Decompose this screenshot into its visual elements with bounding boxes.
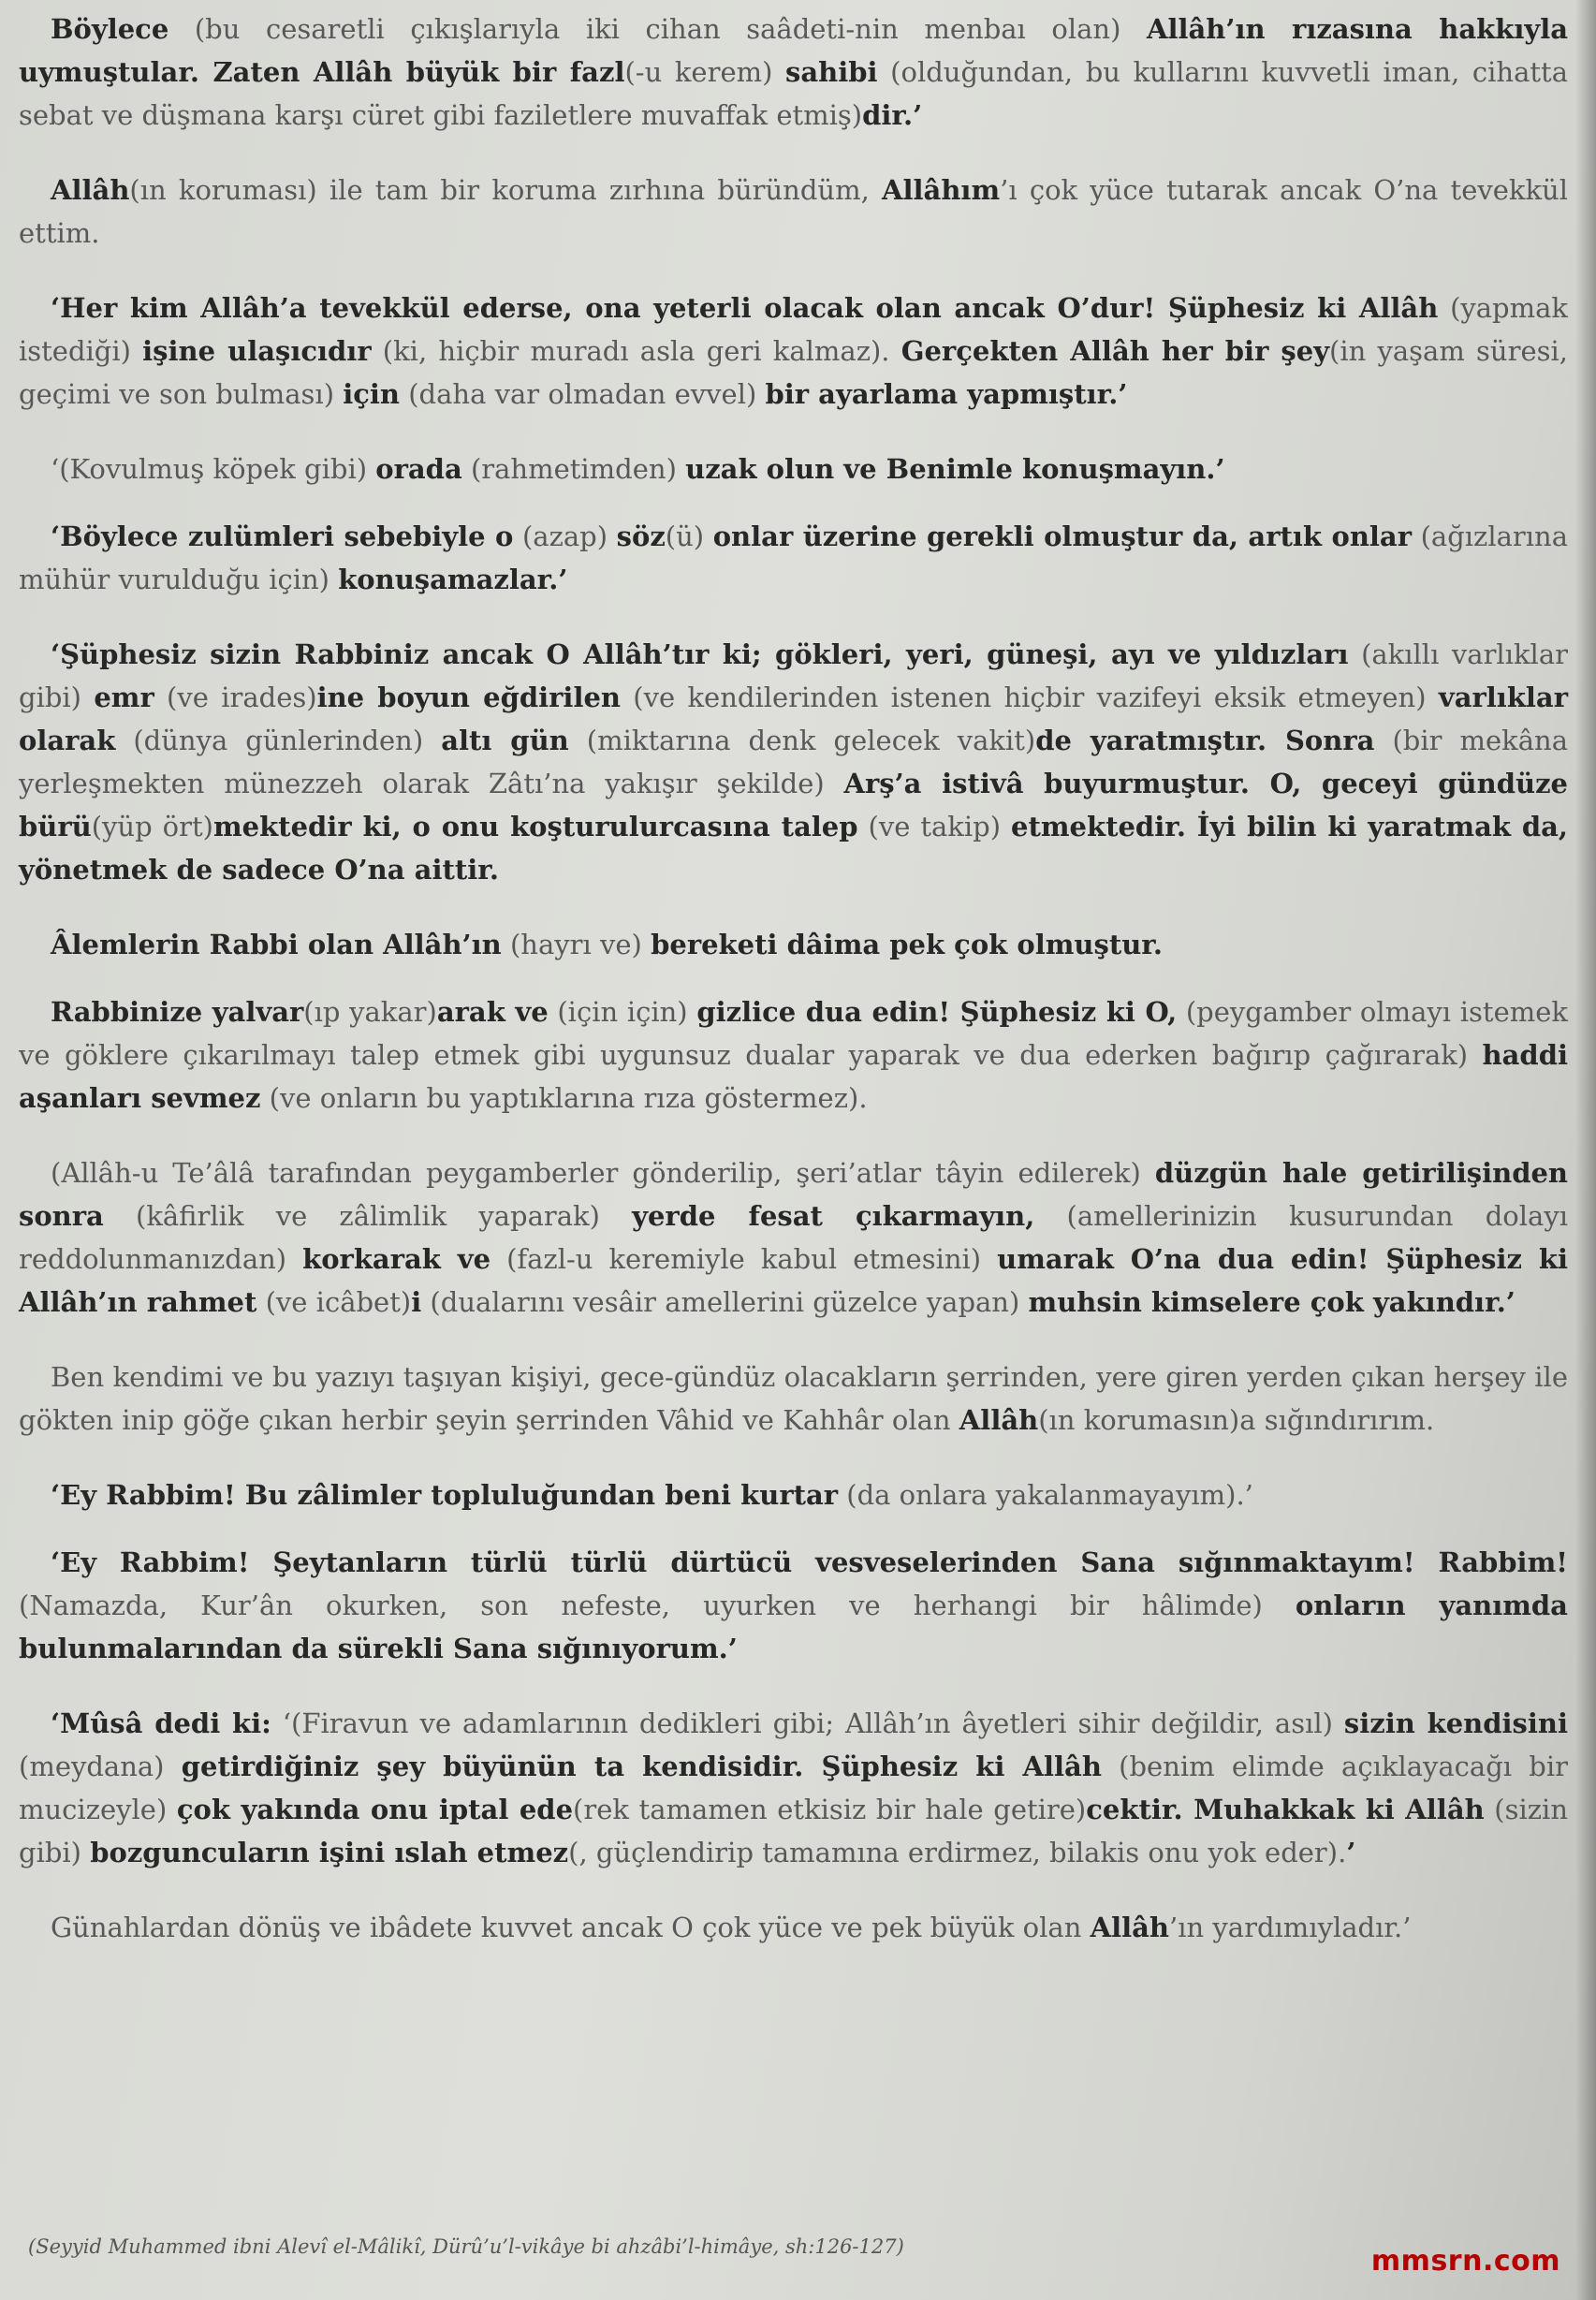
- bold-text-run: cektir. Muhakkak ki Allâh: [1086, 1794, 1485, 1825]
- source-citation: (Seyyid Muhammed ibni Alevî el-Mâlikî, Dürû’u’l-vikâye bi ahzâbi’l-himâye, sh:126-127): [28, 2235, 904, 2258]
- text-run: ’ı çok yüce tutarak ancak O’na tevekkül ettim.: [19, 174, 1568, 249]
- paragraph: [19, 923, 1568, 966]
- paragraph: [19, 633, 1568, 891]
- bold-text-run: mektedir ki, o onu koşturulurcasına talep: [212, 811, 858, 842]
- bold-text-run: gizlice dua edin! Şüphesiz ki O,: [696, 996, 1178, 1028]
- bold-text-run: bozguncuların işini ıslah etmez: [90, 1837, 569, 1868]
- text-run: (fazl-u keremiyle kabul etmesini): [491, 1243, 998, 1275]
- bold-text-run: ine boyun eğdirilen: [316, 681, 621, 713]
- bold-text-run: etmektedir. İyi bilin ki yaratmak da, yönetmek de sadece O’na aittir.: [19, 811, 1569, 886]
- bold-text-run: işine ulaşıcıdır: [142, 335, 372, 367]
- bold-text-run: dir.’: [862, 99, 923, 131]
- bold-text-run: sahibi: [785, 56, 878, 88]
- bold-text-run: onlar üzerine gerekli olmuştur da, artık onlar: [712, 520, 1413, 552]
- paragraph: [19, 447, 1568, 491]
- text-run: (ve kendilerinden istenen hiçbir vazifeyi eksik etmeyen): [621, 681, 1439, 713]
- paragraph: [19, 1473, 1568, 1516]
- text-run: (bu cesaretli çıkışlarıyla iki cihan saâdeti-nin menbaı olan): [168, 13, 1147, 45]
- text-run: (ın korumasın)a sığındırırım.: [1038, 1404, 1435, 1436]
- paragraph: [19, 1355, 1568, 1442]
- text-run: (rahmetimden): [461, 453, 686, 485]
- text-run: (miktarına denk gelecek vakit): [568, 725, 1036, 756]
- bold-text-run: muhsin kimselere çok yakındır.’: [1028, 1286, 1515, 1318]
- text-run: (meydana): [19, 1751, 182, 1782]
- text-run: (akıllı varlıklar gibi): [19, 638, 1568, 713]
- text-run: (ki, hiçbir muradı asla geri kalmaz).: [371, 335, 901, 367]
- text-run: (sizin gibi): [19, 1794, 1569, 1868]
- text-run: (kâfirlik ve zâlimlik yaparak): [103, 1200, 633, 1232]
- bold-text-run: getirdiğiniz şey büyünün ta kendisidir. Şüphesiz ki Allâh: [181, 1751, 1102, 1782]
- bold-text-run: Rabbinize yalvar: [51, 996, 304, 1028]
- bold-text-run: arak ve: [436, 996, 549, 1028]
- text-run: (ve onların bu yaptıklarına rıza göstermez).: [260, 1082, 868, 1114]
- paragraph: [19, 1151, 1568, 1324]
- text-run: (ve irades): [154, 681, 317, 713]
- bold-text-run: söz: [616, 520, 666, 552]
- text-run: (Allâh-u Te’âlâ tarafından peygamberler gönderilip, şeri’atlar tâyin edilerek): [51, 1157, 1155, 1189]
- text-run: (dualarını vesâir amellerini güzelce yapan): [421, 1286, 1029, 1318]
- bold-text-run: uzak olun ve Benimle konuşmayın.’: [685, 453, 1225, 485]
- bold-text-run: umarak O’na dua edin! Şüphesiz ki Allâh’ın rahmet: [19, 1243, 1568, 1318]
- bold-text-run: ‘Böylece zulümleri sebebiyle o: [51, 520, 514, 552]
- bold-text-run: yerde fesat çıkarmayın,: [632, 1200, 1035, 1232]
- text-run: (in yaşam süresi, geçimi ve son bulması): [19, 335, 1568, 410]
- text-run: (ve icâbet): [256, 1286, 412, 1318]
- watermark: mmsrn.com: [1370, 2245, 1560, 2278]
- text-run: (hayrı ve): [501, 929, 652, 960]
- text-run: (azap): [513, 520, 617, 552]
- text-run: (yüp ört): [91, 811, 213, 842]
- bold-text-run: onların yanımda bulunmalarından da sürekli Sana sığınıyorum.’: [19, 1589, 1568, 1664]
- prayer-text: [19, 7, 1568, 1973]
- text-run: (bir mekâna yerleşmekten münezzeh olarak Zâtı’na yakışır şekilde): [19, 725, 1568, 799]
- text-run: (da onlara yakalanmayayım).’: [838, 1479, 1253, 1511]
- bold-text-run: konuşamazlar.’: [338, 564, 568, 595]
- text-run: (-u kerem): [624, 56, 786, 88]
- bold-text-run: sizin kendisini: [1343, 1707, 1568, 1739]
- text-run: Ben kendimi ve bu yazıyı taşıyan kişiyi, gece-gündüz olacakların şerrinden, yere giren yerden çıkan herşey ile gökten inip göğe çıkan herbir şeyin şerrinden Vâhid ve Kahhâr olan: [19, 1361, 1568, 1436]
- bold-text-run: ‘Mûsâ dedi ki:: [51, 1707, 271, 1739]
- text-run: (benim elimde açıklayacağı bir mucizeyle): [19, 1751, 1568, 1825]
- bold-text-run: ‘Her kim Allâh’a tevekkül ederse, ona yeterli olacak olan ancak O’dur! Şüphesiz ki Allâh: [51, 292, 1439, 324]
- bold-text-run: Arş’a istivâ buyurmuştur. O, geceyi gündüze bürü: [19, 768, 1568, 842]
- bold-text-run: çok yakında onu iptal ede: [176, 1794, 574, 1825]
- page-edge-shadow: [1575, 0, 1596, 2300]
- paragraph: [19, 7, 1568, 137]
- bold-text-run: Gerçekten Allâh her bir şey: [900, 335, 1330, 367]
- bold-text-run: de yaratmıştır. Sonra: [1035, 725, 1375, 756]
- bold-text-run: ‘Şüphesiz sizin Rabbiniz ancak O Allâh’tır ki; gökleri, yeri, güneşi, ayı ve yıldızları: [51, 638, 1349, 670]
- bold-text-run: bereketi dâima pek çok olmuştur.: [651, 929, 1164, 960]
- text-run: (ü): [665, 520, 713, 552]
- text-run: (ağızlarına mühür vurulduğu için): [19, 520, 1569, 595]
- bold-text-run: orada: [375, 453, 462, 485]
- bold-text-run: için: [343, 378, 401, 410]
- text-run: ’ın yardımıyladır.’: [1169, 1912, 1412, 1943]
- text-run: ‘(Firavun ve adamlarının dedikleri gibi; Allâh’ın âyetleri sihir değildir, asıl): [271, 1707, 1344, 1739]
- bold-text-run: Böylece: [51, 13, 169, 45]
- bold-text-run: Allâhım: [882, 174, 1001, 206]
- text-run: (dünya günlerinden): [115, 725, 442, 756]
- bold-text-run: emr: [94, 681, 154, 713]
- bold-text-run: Allâh: [1090, 1912, 1170, 1943]
- paragraph: [19, 990, 1568, 1120]
- bold-text-run: haddi aşanları sevmez: [19, 1039, 1568, 1114]
- text-run: (amellerinizin kusurundan dolayı reddolunmanızdan): [19, 1200, 1568, 1275]
- text-run: (rek tamamen etkisiz bir hale getire): [573, 1794, 1087, 1825]
- text-run: Günahlardan dönüş ve ibâdete kuvvet ancak O çok yüce ve pek büyük olan: [51, 1912, 1091, 1943]
- text-run: (olduğundan, bu kullarını kuvvetli iman, cihatta sebat ve düşmana karşı cüret gibi faziletlere muvaffak etmiş): [19, 56, 1568, 131]
- text-run: ‘(Kovulmuş köpek gibi): [51, 453, 376, 485]
- bold-text-run: Allâh: [959, 1404, 1039, 1436]
- text-run: (Namazda, Kur’ân okurken, son nefeste, uyurken ve herhangi bir hâlimde): [19, 1589, 1296, 1621]
- bold-text-run: ‘Ey Rabbim! Şeytanların türlü türlü dürtücü vesveselerinden Sana sığınmaktayım! Rabbim!: [51, 1546, 1568, 1578]
- text-run: (, güçlendirip tamamına erdirmez, bilakis onu yok eder).: [568, 1837, 1347, 1868]
- paragraph: [19, 168, 1568, 255]
- text-run: (ın koruması) ile tam bir koruma zırhına büründüm,: [129, 174, 883, 206]
- text-run: (ıp yakar): [303, 996, 437, 1028]
- text-run: (daha var olmadan evvel): [400, 378, 766, 410]
- bold-text-run: bir ayarlama yapmıştır.’: [765, 378, 1128, 410]
- paragraph: [19, 1906, 1568, 1949]
- paragraph: [19, 515, 1568, 601]
- text-run: (yapmak istediği): [19, 292, 1568, 367]
- bold-text-run: Âlemlerin Rabbi olan Allâh’ın: [51, 929, 502, 960]
- bold-text-run: düzgün hale getirilişinden sonra: [19, 1157, 1569, 1232]
- text-run: (için için): [548, 996, 697, 1028]
- bold-text-run: Allâh’ın rızasına hakkıyla uymuştular. Zaten Allâh büyük bir fazl: [19, 13, 1568, 88]
- text-run: (peygamber olmayı istemek ve göklere çıkarılmayı talep etmek gibi uygunsuz dualar yaparak ve dua ederken bağırıp çağırarak): [19, 996, 1568, 1071]
- bold-text-run: Allâh: [51, 174, 130, 206]
- bold-text-run: altı gün: [441, 725, 569, 756]
- bold-text-run: korkarak ve: [302, 1243, 491, 1275]
- bold-text-run: varlıklar olarak: [19, 681, 1568, 756]
- text-run: (ve takip): [857, 811, 1011, 842]
- paragraph: [19, 1541, 1568, 1670]
- paragraph: [19, 286, 1568, 416]
- paragraph: [19, 1702, 1568, 1874]
- bold-text-run: ’: [1346, 1837, 1356, 1868]
- bold-text-run: ‘Ey Rabbim! Bu zâlimler topluluğundan beni kurtar: [51, 1479, 839, 1511]
- bold-text-run: i: [411, 1286, 422, 1318]
